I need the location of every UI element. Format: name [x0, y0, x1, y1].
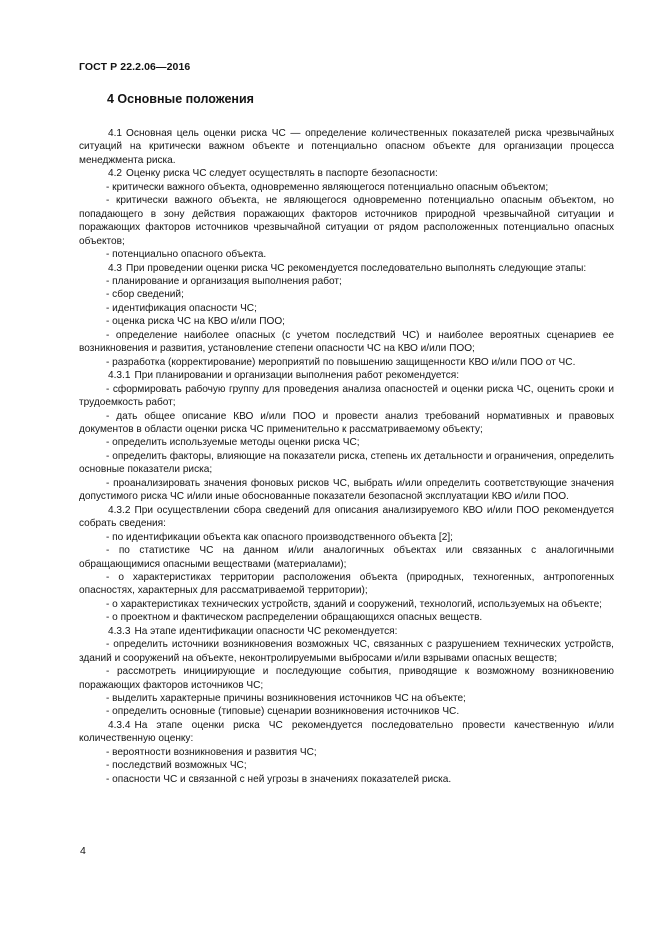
list-item	[79, 665, 614, 692]
paragraph-text: опасности ЧС и связанной с ней угрозы в значениях показателей риска.	[112, 773, 452, 785]
clause-number: 4.3.3	[108, 625, 131, 637]
section-body	[79, 127, 614, 786]
clause-paragraph	[79, 369, 614, 382]
list-dash: -	[106, 477, 114, 489]
list-dash: -	[106, 598, 113, 610]
list-item	[79, 611, 614, 624]
list-dash: -	[106, 773, 113, 785]
list-item	[79, 571, 614, 598]
paragraph-text: выделить характерные причины возникновения источников ЧС на объекте;	[112, 693, 466, 705]
list-dash: -	[106, 545, 119, 557]
paragraph-text: критически важного объекта, одновременно являющегося потенциально опасным объектом;	[112, 181, 549, 193]
list-dash: -	[106, 612, 113, 624]
list-dash: -	[106, 666, 117, 678]
paragraph-text: критически важного объекта, не являющегося одновременно потенциально опасным объектом, но попадающего в зону действия поражающих факторов источников природной чрезвычайной ситуации и поражающих факторов источников чрезвычайной ситуации от рядом расположенных потенциально опасных объектов;	[79, 195, 615, 247]
paragraph-text: о характеристиках территории расположения объекта (природных, техногенных, антропогенных опасностях, характерных для рассматриваемой территории);	[79, 571, 615, 597]
list-item	[79, 705, 614, 718]
paragraph-text: вероятности возникновения и развития ЧС;	[112, 746, 317, 758]
list-item	[79, 302, 614, 315]
clause-number: 4.3.1	[108, 370, 131, 382]
list-dash: -	[106, 437, 113, 449]
list-dash: -	[106, 383, 113, 395]
clause-number: 4.1	[108, 128, 123, 139]
paragraph-text: определить основные (типовые) сценарии возникновения источников ЧС.	[112, 706, 460, 718]
list-item	[79, 544, 614, 571]
list-item	[79, 450, 614, 477]
paragraph-text: Основная цель оценки риска ЧС — определение количественных показателей риска чрезвычайных ситуаций на критически важном объекте и потенциально опасном объекте для организации процесса менеджмента риска.	[79, 128, 614, 166]
list-item	[79, 410, 614, 437]
list-dash: -	[106, 450, 113, 462]
list-dash: -	[106, 410, 117, 422]
list-item	[79, 248, 614, 261]
list-dash: -	[106, 356, 113, 368]
paragraph-text: определение наиболее опасных (с учетом последствий ЧС) и наиболее вероятных сценариев ее возникновения и развития, установление степени опасности ЧС на КВО и/или ПОО;	[79, 329, 614, 355]
paragraph-text: определить используемые методы оценки риска ЧС;	[112, 437, 360, 449]
list-dash: -	[106, 329, 116, 341]
paragraph-text: дать общее описание КВО и/или ПОО и провести анализ требований нормативных и правовых документов в области оценки риска ЧС применительно к рассматриваемому объекту;	[79, 410, 614, 435]
paragraph-text: сформировать рабочую группу для проведения анализа опасностей и оценки риска ЧС, оценить сроки и трудоемкость работ;	[79, 383, 614, 409]
list-dash: -	[106, 181, 113, 193]
paragraph-text: о проектном и фактическом распределении обращающихся опасных веществ.	[112, 612, 483, 624]
page-number: 4	[80, 845, 86, 857]
paragraph-text: идентификация опасности ЧС;	[112, 302, 257, 314]
list-item	[79, 692, 614, 705]
list-item	[79, 329, 614, 356]
clause-number: 4.3	[108, 262, 123, 274]
list-item	[79, 477, 614, 504]
paragraph-text: На этапе идентификации опасности ЧС рекомендуется:	[134, 625, 398, 637]
list-item	[79, 746, 614, 759]
paragraph-text: При осуществлении сбора сведений для описания анализируемого КВО и/или ПОО рекомендуется собрать сведения:	[79, 504, 614, 530]
list-dash: -	[106, 571, 119, 583]
list-item	[79, 638, 614, 665]
list-item	[79, 181, 614, 194]
list-item	[79, 194, 614, 248]
clause-paragraph	[79, 127, 614, 167]
clause-paragraph	[79, 167, 614, 180]
list-dash: -	[106, 289, 113, 301]
list-item	[79, 531, 614, 544]
list-item	[79, 759, 614, 772]
list-item	[79, 773, 614, 786]
list-dash: -	[106, 316, 113, 328]
clause-paragraph	[79, 262, 614, 275]
paragraph-text: последствий возможных ЧС;	[112, 760, 247, 772]
clause-number: 4.3.2	[108, 504, 131, 516]
clause-number: 4.2	[108, 168, 123, 180]
paragraph-text: потенциально опасного объекта.	[112, 249, 267, 261]
paragraph-text: При проведении оценки риска ЧС рекомендуется последовательно выполнять следующие этапы:	[126, 262, 587, 274]
list-dash: -	[106, 302, 113, 314]
paragraph-text: сбор сведений;	[112, 289, 184, 301]
paragraph-text: по идентификации объекта как опасного производственного объекта [2];	[112, 531, 453, 543]
list-item	[79, 315, 614, 328]
paragraph-text: При планировании и организации выполнения работ рекомендуется:	[134, 370, 460, 382]
paragraph-text: определить факторы, влияющие на показатели риска, степень их детальности и ограничения, определить основные показатели риска;	[79, 450, 614, 476]
list-item	[79, 275, 614, 288]
list-item	[79, 436, 614, 449]
paragraph-text: планирование и организация выполнения работ;	[112, 275, 342, 287]
list-dash: -	[106, 693, 113, 705]
paragraph-text: разработка (корректирование) мероприятий по повышению защищенности КВО и/или ПОО от ЧС.	[112, 356, 576, 368]
list-item	[79, 356, 614, 369]
list-item	[79, 288, 614, 301]
paragraph-text: по статистике ЧС на данном и/или аналогичных объектах или связанных с аналогичными обращающимися опасными веществами (материалами);	[79, 545, 615, 570]
paragraph-text: рассмотреть инициирующие и последующие события, приводящие к возможному возникновению поражающих факторов источников ЧС;	[79, 666, 614, 691]
section-title: 4 Основные положения	[107, 92, 254, 106]
list-dash: -	[106, 639, 114, 651]
clause-paragraph	[79, 504, 614, 531]
list-dash: -	[106, 746, 113, 758]
list-dash: -	[106, 249, 113, 261]
list-dash: -	[106, 531, 113, 543]
list-dash: -	[106, 706, 113, 718]
clause-paragraph	[79, 625, 614, 638]
list-item	[79, 383, 614, 410]
paragraph-text: о характеристиках технических устройств, зданий и сооружений, технологий, используемых на объекте;	[112, 598, 602, 610]
list-item	[79, 598, 614, 611]
list-dash: -	[106, 760, 113, 772]
clause-paragraph	[79, 719, 614, 746]
clause-number: 4.3.4	[108, 719, 131, 731]
paragraph-text: проанализировать значения фоновых рисков ЧС, выбрать и/или определить соответствующие значения допустимого риска ЧС и/или иные обоснованные показатели безопасной эксплуатации КВО и/или ПОО.	[79, 477, 614, 503]
paragraph-text: оценка риска ЧС на КВО и/или ПОО;	[112, 316, 285, 328]
paragraph-text: На этапе оценки риска ЧС рекомендуется последовательно провести качественную и/или количественную оценку:	[79, 719, 614, 745]
paragraph-text: Оценку риска ЧС следует осуществлять в паспорте безопасности:	[126, 168, 438, 180]
standard-header: ГОСТ Р 22.2.06—2016	[79, 61, 191, 73]
list-dash: -	[106, 195, 116, 207]
list-dash: -	[106, 275, 113, 287]
paragraph-text: определить источники возникновения возможных ЧС, связанных с разрушением технических устройств, зданий и сооружений на объекте, неконтролируемыми выбросами и/или взрывами опасных веществ;	[79, 639, 614, 664]
